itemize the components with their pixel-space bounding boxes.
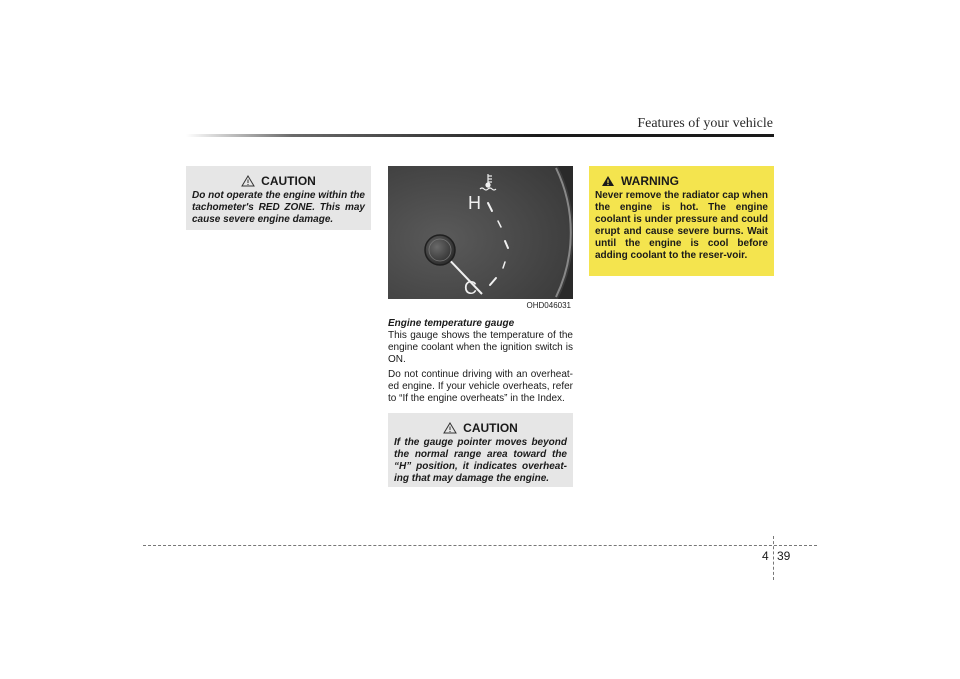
section-paragraph: Do not continue driving with an overheat-ed engine. If your vehicle overheats, refer to “If the engine overheats” in the Index.	[388, 369, 573, 404]
warning-title: WARNING	[621, 174, 679, 188]
gauge-face	[388, 166, 573, 299]
warning-heading	[595, 174, 768, 188]
page-number: 39	[777, 549, 791, 563]
gauge-needle-hub	[425, 235, 455, 265]
caution-text: Do not operate the engine within the tachometer's RED ZONE. This may cause severe engine damage.	[192, 190, 365, 225]
caution-title: CAUTION	[463, 421, 518, 435]
caution-triangle-icon	[443, 422, 457, 434]
gauge-illustration	[388, 166, 573, 312]
caution-box-gauge	[388, 413, 573, 487]
caution-triangle-icon	[241, 175, 255, 187]
engine-temperature-section	[388, 318, 573, 408]
section-heading: Engine temperature gauge	[388, 318, 515, 329]
section-paragraph: This gauge shows the temperature of the engine coolant when the ignition switch is ON.	[388, 330, 573, 365]
caution-text: If the gauge pointer moves beyond the normal range area toward the “H” position, it indicates overheat-ing that may damage the engine.	[394, 437, 567, 484]
caution-title: CAUTION	[261, 174, 316, 188]
caution-heading	[192, 174, 365, 188]
header-rule	[186, 134, 774, 137]
running-header: Features of your vehicle	[637, 116, 773, 131]
caution-heading	[394, 421, 567, 435]
warning-text: Never remove the radiator cap when the engine is hot. The engine coolant is under pressure and could erupt and cause severe burns. Wait until the engine is cool before adding coolant to the reser-voir.	[595, 190, 768, 261]
page-number-divider	[773, 536, 774, 580]
warning-triangle-icon	[601, 175, 615, 187]
gauge-cold-label: C	[464, 278, 477, 298]
gauge-hot-label: H	[468, 193, 481, 213]
figure-code: OHD046031	[526, 301, 571, 310]
chapter-number: 4	[762, 549, 769, 563]
caution-box-tachometer	[186, 166, 371, 230]
engine-temperature-gauge-figure	[388, 166, 573, 312]
warning-box-radiator	[589, 166, 774, 276]
footer-rule	[143, 545, 817, 546]
